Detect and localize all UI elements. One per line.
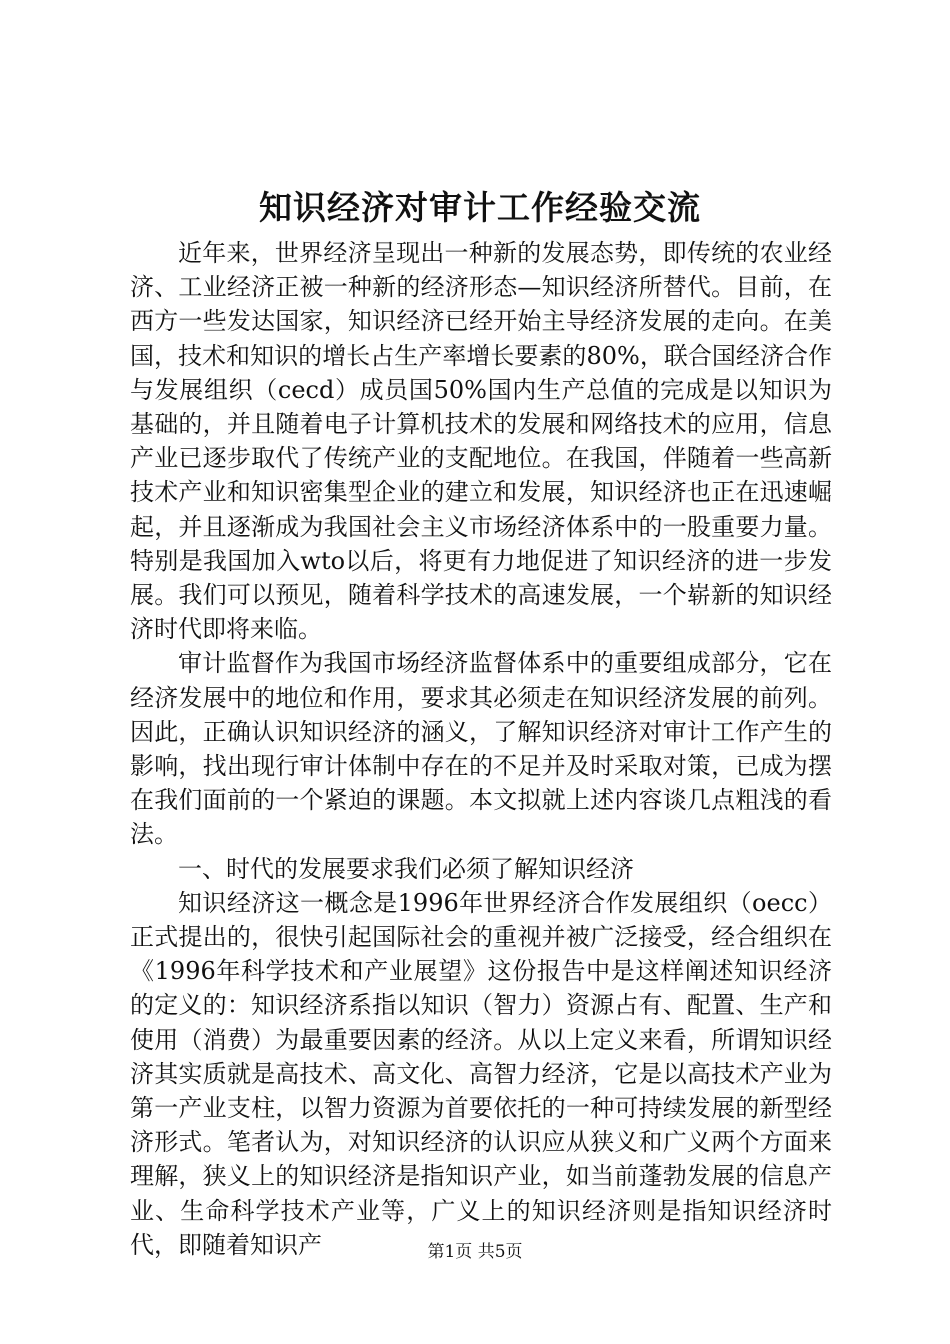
paragraph-intro: 近年来，世界经济呈现出一种新的发展态势，即传统的农业经济、工业经济正被一种新的经济形态—知识经济所替代。目前，在西方一些发达国家，知识经济已经开始主导经济发展的走向。在美国，技术和知识的增长占生产率增长要素的80%，联合国经济合作与发展组织（cecd）成员国50%国内生产总值的完成是以知识为基础的，并且随着电子计算机技术的发展和网络技术的应用，信息产业已逐步取代了传统产业的支配地位。在我国，伴随着一些高新技术产业和知识密集型企业的建立和发展，知识经济也正在迅速崛起，并且逐渐成为我国社会主义市场经济体系中的一股重要力量。特别是我国加入wto以后，将更有力地促进了知识经济的进一步发展。我们可以预见，随着科学技术的高速发展，一个崭新的知识经济时代即将来临。 — [130, 239, 832, 644]
document-title: 知识经济对审计工作经验交流 — [259, 188, 701, 227]
page-footer: 第1页 共5页 — [427, 1242, 523, 1262]
section-heading-1: 一、时代的发展要求我们必须了解知识经济 — [178, 854, 634, 883]
paragraph-audit-supervision: 审计监督作为我国市场经济监督体系中的重要组成部分，它在经济发展中的地位和作用，要求其必须走在知识经济发展的前列。因此，正确认识知识经济的涵义，了解知识经济对审计工作产生的影响，找出现行审计体制中存在的不足并及时采取对策，已成为摆在我们面前的一个紧迫的课题。本文拟就上述内容谈几点粗浅的看法。 — [130, 649, 832, 849]
document-body — [130, 236, 832, 1262]
paragraph-knowledge-economy-definition: 知识经济这一概念是1996年世界经济合作发展组织（oecc）正式提出的，很快引起国际社会的重视并被广泛接受，经合组织在《1996年科学技术和产业展望》这份报告中是这样阐述知识经济的定义的：知识经济系指以知识（智力）资源占有、配置、生产和使用（消费）为最重要因素的经济。从以上定义来看，所谓知识经济其实质就是高技术、高文化、高智力经济，它是以高技术产业为第一产业支柱，以智力资源为首要依托的一种可持续发展的新型经济形式。笔者认为，对知识经济的认识应从狭义和广义两个方面来理解，狭义上的知识经济是指知识产业，如当前蓬勃发展的信息产业、生命科学技术产业等，广义上的知识经济则是指知识经济时代，即随着知识产 — [130, 888, 832, 1259]
